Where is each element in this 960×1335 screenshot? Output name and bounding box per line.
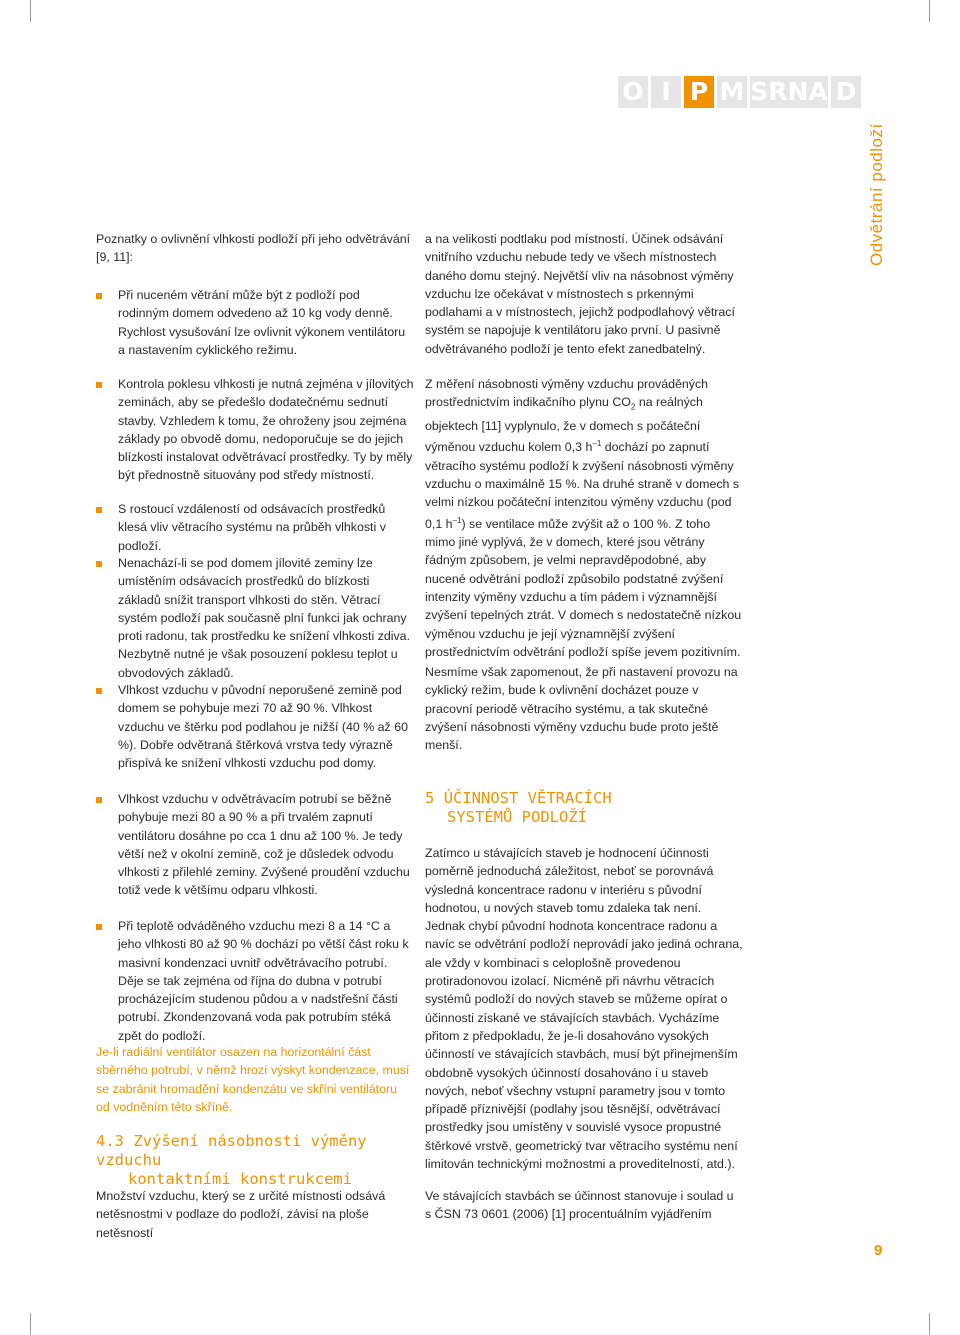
- page-number: 9: [874, 1242, 883, 1259]
- bullet-item: [96, 681, 414, 772]
- paragraph-text: Množství vzduchu, který se z určité místnosti odsává netěsnostmi v podlaze do podloží, závisí na ploše netěsností: [96, 1189, 386, 1240]
- logo-letter: D: [831, 76, 861, 108]
- bullet-marker: [96, 507, 102, 513]
- warning-text: Je-li radiální ventilátor osazen na horizontální část sběrného potrubí, v němž hrozí výskyt kondenzace, musí se zabránit hromadění kondenzátu ve skříni ventilátoru od vodněním této skříně.: [96, 1045, 410, 1114]
- right-paragraph-2: [425, 375, 743, 661]
- bullet-text: Při nuceném větrání může být z podloží pod rodinným domem odvedeno až 10 kg vody denně. Rychlost vysušování lze ovlivnit výkonem ventilátoru a nastavením cyklického režimu.: [118, 288, 406, 357]
- intro-text: Poznatky o ovlivnění vlhkosti podloží při jeho odvětrávání [9, 11]:: [96, 232, 411, 265]
- bullet-marker: [96, 293, 102, 299]
- bullet-text: S rostoucí vzdáleností od odsávacích prostředků klesá vliv větracího systému na průběh vlhkosti v podloží.: [118, 502, 386, 553]
- heading-line-1: Zvýšení násobnosti výměny vzduchu: [96, 1132, 367, 1169]
- logo-letter: O: [618, 76, 648, 108]
- right-paragraph-1: [425, 230, 743, 358]
- bullet-marker: [96, 797, 102, 803]
- paragraph-text: Zatímco u stávajících staveb je hodnocení účinnosti poměrně jednoduchá záležitost, neboť se porovnává výsledná koncentrace radonu v interiéru s původní hodnotou, u nových staveb tomu zdaleka tak není. Jednak chybí původní hodnota koncentrace radonu a navíc se odvětrání podloží neprovádí jako jediná ochrana, ale vždy v kombinaci s celoplošně provedenou protiradonovou izolací. Nicméně při návrhu větracích systémů podloží do nových staveb se můžeme opírat o účinnosti získané ve stávajících stavbách. Vycházíme přitom z předpokladu, že je-li dosahováno vysokých účinností ve stávajících stavbách, musí být přinejmenším obdobně vysokých účinností dosahováno i u staveb nových, neboť všechny vstupní parametry jsou v tomto případě příznivější (podlahy jsou těsnější, odvětrávací prostředky jsou umístěny v souvislé vysoce propustné štěrkové vrstvě, geometrický tvar větracího systému není limitován technickými možnostmi a proveditelností, atd.).: [425, 846, 743, 1172]
- paragraph-text: Ve stávajících stavbách se účinnost stanovuje i soulad u s ČSN 73 0601 (2006) [1] procentuálním vyjádřením: [425, 1189, 734, 1222]
- bullet-text: Kontrola poklesu vlhkosti je nutná zejména v jílovitých zeminách, aby se předešlo dodatečnému sednutí stavby. Vzhledem k tomu, že ohroženy jsou zejména základy po obvodě domu, nedoporučuje se do jejich blízkosti instalovat odvětrávací prostředky. Ty by měly být přednostně situovány pod středy místností.: [118, 377, 414, 483]
- logo-letter: P: [684, 76, 714, 108]
- bullet-marker: [96, 924, 102, 930]
- crop-mark-bottom-right: [929, 1313, 930, 1335]
- left-intro: [96, 230, 414, 267]
- heading-number: 4.3: [96, 1132, 124, 1150]
- heading-line-2: SYSTÉMŮ PODLOŽÍ: [447, 808, 587, 826]
- bullet-item: [96, 790, 414, 900]
- bullet-item: [96, 554, 414, 682]
- warning-note: [96, 1043, 414, 1116]
- bullet-marker: [96, 561, 102, 567]
- crop-mark-top-right: [929, 0, 930, 22]
- section-heading-5: [425, 789, 745, 827]
- section-heading-4-3: [96, 1132, 416, 1189]
- side-title-text: Odvětrání podloží: [867, 123, 886, 266]
- right-paragraph-5: [425, 1187, 743, 1224]
- side-section-title: [867, 123, 893, 266]
- right-paragraph-3: [425, 663, 743, 754]
- brand-logo: [618, 76, 861, 108]
- bullet-item: [96, 286, 414, 359]
- logo-letter: SRNA: [750, 77, 828, 106]
- paragraph-text: a na velikosti podtlaku pod místností. Účinek odsávání vnitřního vzduchu nebude tedy ve všech místnostech daného domu stejný. Největší vliv na násobnost výměny vzduchu lze očekávat v místnostech s prkennými podlahami a v místnostech, jejichž podpodlahový větrací systém se napojuje k ventilátoru jako první. U pasivně odvětrávaného podloží je tento efekt zanedbatelný.: [425, 232, 735, 356]
- bullet-text: Při teplotě odváděného vzduchu mezi 8 a 14 °C a jeho vlhkosti 80 až 90 % dochází po větší část roku k masivní kondenzaci uvnitř odvětrávacího potrubí. Děje se tak zejména od října do dubna v potrubí procházejícím studenou půdou a v nadstřešní části potrubí. Zkondenzovaná voda pak potrubím stéká zpět do podloží.: [118, 919, 409, 1043]
- paragraph-text: Nesmíme však zapomenout, že při nastavení provozu na cyklický režim, bude k ovlivnění docházet pouze v pracovní periodě větracího systému, a tak skutečné zvýšení násobnosti výměny vzduchu bude proto ještě menší.: [425, 665, 738, 753]
- bullet-item: [96, 500, 414, 555]
- right-paragraph-4: [425, 844, 743, 1173]
- bullet-item: [96, 917, 414, 1045]
- logo-letter: I: [651, 76, 681, 108]
- heading-line-1: ÚČINNOST VĚTRACÍCH: [443, 789, 612, 807]
- bullet-text: Vlhkost vzduchu v původní neporušené zemině pod domem se pohybuje mezi 70 až 90 %. Vlhkost vzduchu ve štěrku pod podlahou je nižší (40 % až 60 %). Dobře odvětraná štěrková vrstva tedy výrazně přispívá ke snížení vlhkosti vzduchu pod domy.: [118, 683, 408, 771]
- bullet-text: Nenachází-li se pod domem jílovité zeminy lze umístěním odsávacích prostředků do blízkosti základů snížit transport vlhkosti do stěn. Větrací systém podloží pak současně plní funkci jak ochrany proti radonu, tak prostředku ke snížení vlhkosti zdiva. Nezbytně nutné je však posouzení poklesu teplot u obvodových základů.: [118, 556, 411, 680]
- paragraph-text: Z měření násobnosti výměny vzduchu prováděných prostřednictvím indikačního plynu $CO_2$ na reálných objektech [11] vyplynulo, že v domech s počáteční výměnou vzduchu kolem 0,3 $h^{-1}$ dochází po zapnutí větracího systému podloží k zvýšení násobnosti výměny vzduchu o maximálně 15 %. Na druhé straně v domech s velmi nízkou počáteční intenzitou výměny vzduchu (pod 0,1 $h^{-1}$) se ventilace může zvýšit až o 100 %. Z toho mimo jiné vyplývá, že v domech, které jsou větrány řádným způsobem, je velmi nepravděpodobné, aby nucené odvětrání podloží způsobilo podstatné zvýšení intenzity výměny vzduchu a tím pádem i významnější zvýšení tepelných ztrát. V domech s nedostatečně nízkou výměnou vzduchu je její významnější zvýšení prostřednictvím odvětrání podloží spíše jevem pozitivním.: [425, 377, 742, 659]
- left-bottom-paragraph: [96, 1187, 414, 1242]
- heading-number: 5: [425, 789, 435, 807]
- bullet-text: Vlhkost vzduchu v odvětrávacím potrubí se běžně pohybuje mezi 80 a 90 % a při trvalém zapnutí ventilátoru dosáhne po cca 1 dnu až 100 %. Je tedy větší než v okolní zemině, což je důsledek odvodu vlhkosti z přilehlé zeminy. Zvýšené proudění vzduchu totiž vede k většímu odparu vlhkosti.: [118, 792, 410, 898]
- bullet-item: [96, 375, 414, 485]
- crop-mark-top-left: [30, 0, 31, 22]
- crop-mark-bottom-left: [30, 1313, 31, 1335]
- bullet-marker: [96, 382, 102, 388]
- bullet-marker: [96, 688, 102, 694]
- heading-line-2: kontaktními konstrukcemi: [128, 1170, 352, 1188]
- logo-letter: M: [717, 76, 747, 108]
